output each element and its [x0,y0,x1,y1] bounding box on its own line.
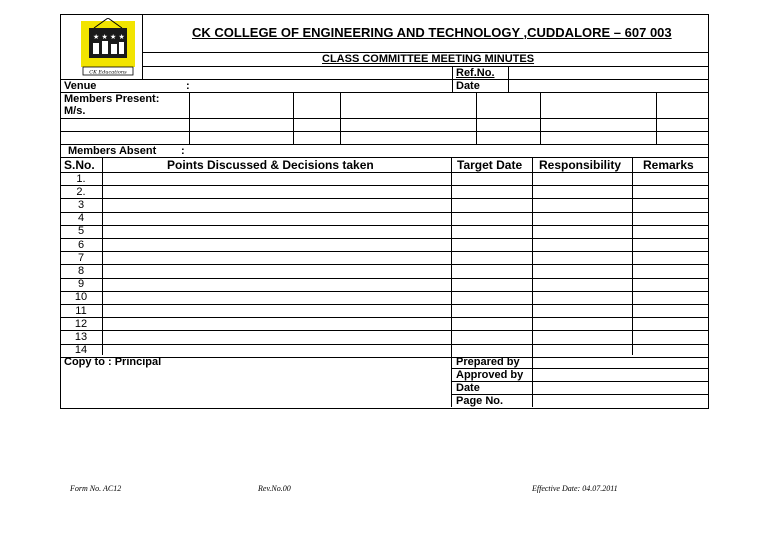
row-line-mp-3 [60,144,708,145]
row-line [60,251,708,252]
college-name: CK COLLEGE OF ENGINEERING AND TECHNOLOGY ,CUDDALORE – 607 003 [192,25,672,40]
table-vline-remarks [632,157,633,355]
table-vline-target [451,157,452,407]
row-line [60,238,708,239]
row-number: 12 [74,317,88,330]
meeting-date-label: Date [456,80,480,92]
header-line-2 [142,66,708,67]
row-line [60,225,708,226]
header-line-1 [142,52,708,53]
col-header-responsibility: Responsibility [539,158,622,172]
approved-by-label: Approved by [456,369,524,381]
page-no-label: Page No. [456,395,504,407]
col-header-sno: S.No. [64,158,95,172]
row-number: 4 [77,212,85,225]
members-absent-label: Members Absent [68,145,157,157]
row-number: 14 [74,344,88,357]
row-line-mp-2 [60,131,708,132]
table-vline-sno [102,157,103,355]
row-number: 8 [77,264,85,277]
form-number: Form No. AC12 [70,484,122,493]
row-line-header [60,172,708,173]
row-line [60,198,708,199]
col-header-points: Points Discussed & Decisions taken [167,158,374,172]
venue-colon: : [186,80,190,92]
members-absent-colon: : [181,145,185,157]
row-line [60,264,708,265]
row-line [60,212,708,213]
row-line [60,344,708,345]
col-header-target-date: Target Date [457,158,523,172]
row-line-mp-1 [60,118,708,119]
row-line [60,330,708,331]
venue-label: Venue [64,80,97,92]
logo-text: CK Educations [89,69,127,76]
ref-no-label: Ref.No. [456,67,495,79]
row-line-ref [60,79,708,80]
effective-date: Effective Date: 04.07.2011 [532,484,618,493]
row-number: 7 [77,251,85,264]
row-number: 3 [77,198,85,211]
row-number: 10 [74,291,88,304]
row-number: 5 [77,225,85,238]
revision-number: Rev.No.00 [258,484,291,493]
row-number: 1. [76,172,86,185]
row-line [60,304,708,305]
logo-shield-icon [80,18,136,76]
footer-date-label: Date [456,382,480,394]
header-vline [142,14,143,80]
table-vline-resp [532,157,533,407]
ms-label: M/s. [64,105,86,117]
col-header-remarks: Remarks [643,158,694,172]
footer-line-2 [451,381,708,382]
svg-text:★ ★ ★ ★: ★ ★ ★ ★ [93,33,125,41]
prepared-by-label: Prepared by [456,356,520,368]
row-line [60,317,708,318]
row-line [60,185,708,186]
row-number: 9 [77,278,85,291]
college-logo [80,18,136,76]
row-number: 2. [76,185,86,198]
row-number: 6 [77,238,85,251]
row-number: 11 [75,304,87,317]
row-number: 13 [74,330,88,343]
row-line [60,291,708,292]
copy-to-label: Copy to : Principal [64,356,162,368]
form-title: CLASS COMMITTEE MEETING MINUTES [322,53,535,65]
members-present-label: Members Present: [64,93,160,105]
row-line [60,278,708,279]
